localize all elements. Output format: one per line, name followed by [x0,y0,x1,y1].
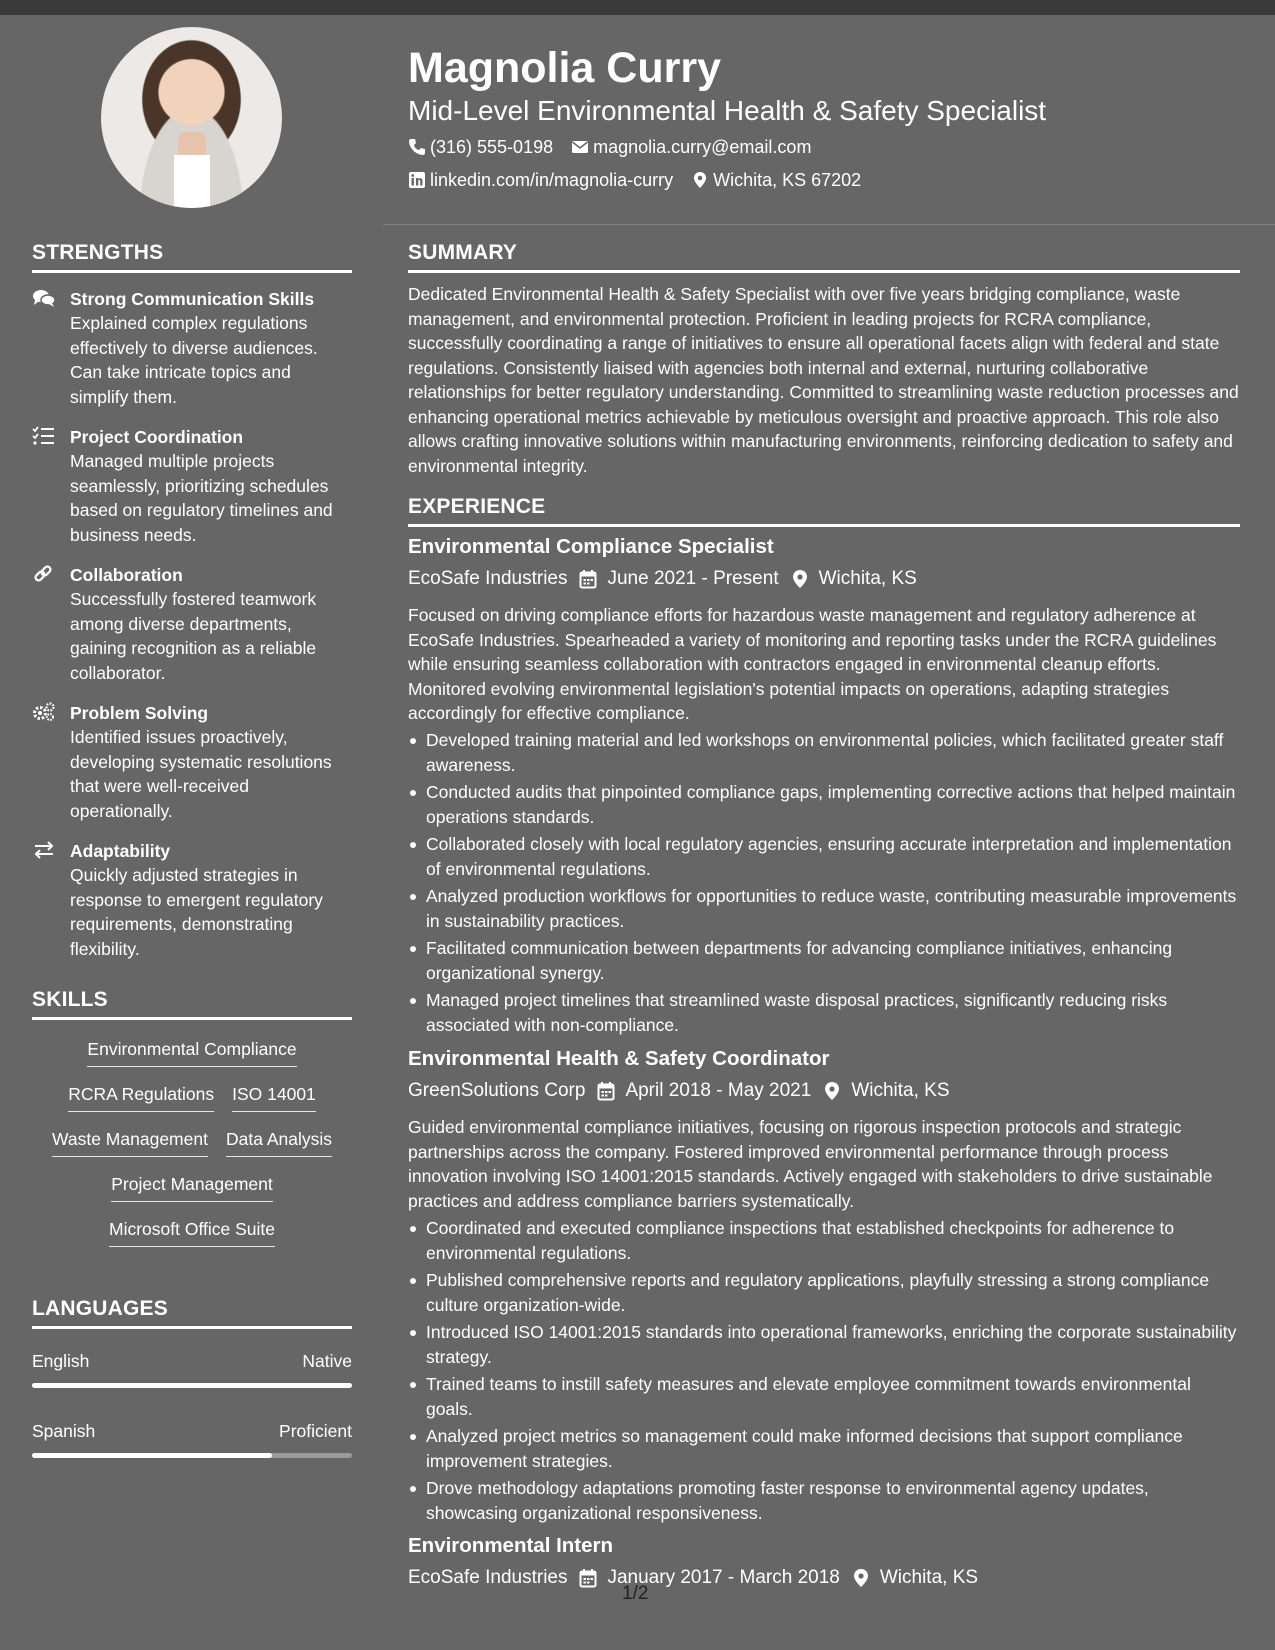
strength-item [32,701,352,823]
job-company: EcoSafe Industries [408,1567,568,1588]
candidate-title: Mid-Level Environmental Health & Safety Specialist [408,95,1047,126]
summary-heading: SUMMARY [408,241,1240,273]
skill-tag: Waste Management [52,1127,208,1157]
phone-icon [408,138,426,156]
strength-item [32,425,352,547]
language-item [32,1419,352,1489]
job-meta [408,1078,950,1104]
calendar-icon [579,569,597,589]
strength-desc: Successfully fostered teamwork among diverse departments, gaining recognition as a reliable collaborator. [70,589,317,683]
bullet-item: Conducted audits that pinpointed compliance gaps, implementing corrective actions that helped maintain operations standards. [408,780,1240,829]
job-company: GreenSolutions Corp [408,1080,586,1101]
contact-row [408,135,811,159]
profile-photo [101,27,282,208]
job-title: Environmental Intern [408,1534,614,1557]
job-title: Environmental Compliance Specialist [408,535,774,558]
skill-tag: ISO 14001 [232,1082,316,1112]
job-location: Wichita, KS [851,1080,950,1101]
job-location: Wichita, KS [879,1567,979,1588]
top-bar [0,0,1275,15]
job-meta [408,566,917,592]
page-number: 1/2 [622,1583,649,1604]
checklist-icon [32,426,56,446]
language-item [32,1349,352,1419]
location-pin-icon [852,1568,870,1588]
location-text: Wichita, KS 67202 [713,170,862,190]
languages-list [32,1349,352,1489]
strength-title: Adaptability [70,841,171,861]
bullet-item: Introduced ISO 14001:2015 standards into operational frameworks, enriching the corporate sustainability strategy. [408,1320,1240,1369]
phone-link[interactable]: (316) 555-0198 [430,137,554,157]
linkedin-icon [408,171,426,189]
language-proficiency-bar [32,1383,352,1388]
skill-tag: RCRA Regulations [68,1082,214,1112]
skill-row [32,1127,352,1172]
skill-row [32,1217,352,1262]
skill-tag: Environmental Compliance [87,1037,296,1067]
linkedin-link[interactable]: linkedin.com/in/magnolia-curry [430,170,674,190]
header-divider [383,224,1275,225]
bullet-item: Collaborated closely with local regulatory agencies, ensuring accurate interpretation and implementation of environmental regulations. [408,832,1240,881]
language-name: Spanish [32,1421,96,1441]
skill-tag: Project Management [111,1172,272,1202]
job-description: Focused on driving compliance efforts for hazardous waste management and regulatory adherence at EcoSafe Industries. Spearheaded a variety of monitoring and reporting tasks under the RCRA guidelines while ensuring seamless collaboration with contractors engaged in environmental cleanup efforts. Monitored evolving environmental legislation's potential impacts on operations, adapting strategies accordingly for effective compliance. [408,605,1217,723]
job-dates: June 2021 - Present [607,568,779,589]
bullet-item: Published comprehensive reports and regulatory applications, playfully stressing a strong compliance culture organization-wide. [408,1268,1240,1317]
strength-item [32,287,352,409]
calendar-icon [579,1568,597,1588]
strength-desc: Explained complex regulations effectively to diverse audiences. Can take intricate topics and simplify them. [70,313,318,407]
strength-title: Project Coordination [70,427,244,447]
bullet-item: Developed training material and led workshops on environmental policies, which facilitated greater staff awareness. [408,728,1240,777]
experience-heading: EXPERIENCE [408,495,1240,527]
skills-list [32,1037,352,1262]
link-icon [32,564,56,584]
resume-page [0,15,1275,1650]
bullet-item: Analyzed project metrics so management could make informed decisions that support compliance improvement strategies. [408,1424,1240,1473]
skill-row [32,1082,352,1127]
job-dates: January 2017 - March 2018 [607,1567,840,1588]
chat-bubbles-icon [32,288,56,308]
bullet-item: Facilitated communication between departments for advancing compliance initiatives, enhancing organizational synergy. [408,936,1240,985]
candidate-name: Magnolia Curry [408,44,721,92]
bullet-item: Drove methodology adaptations promoting faster response to environmental agency updates, showcasing organizational responsiveness. [408,1476,1240,1525]
bullet-item: Managed project timelines that streamlined waste disposal practices, significantly reducing risks associated with non-compliance. [408,988,1240,1037]
job-company: EcoSafe Industries [408,568,568,589]
language-proficiency-bar [32,1453,352,1458]
job-bullets [408,1216,1240,1528]
skill-tag: Microsoft Office Suite [109,1217,275,1247]
contact-row [408,168,861,192]
summary-text: Dedicated Environmental Health & Safety Specialist with over five years bridging compliance, waste management, and environmental protection. Proficient in leading projects for RCRA compliance, successfully coordinating a range of initiatives to ensure all operational facets align with federal and state regulations. Consistently liaised with agencies both internal and external, nurturing collaborative relationships for better regulatory understanding. Committed to streamlining waste reduction processes and enhancing operational metrics achievable by meticulous oversight and proactive approach. This role also allows crafting innovative solutions within manufacturing environments, reinforcing dedication to safety and environmental integrity. [408,284,1239,476]
job-dates: April 2018 - May 2021 [625,1080,812,1101]
strength-title: Collaboration [70,565,183,585]
language-name: English [32,1351,90,1371]
strength-desc: Managed multiple projects seamlessly, prioritizing schedules based on regulatory timelines and business needs. [70,451,333,545]
email-link[interactable]: magnolia.curry@email.com [593,137,812,157]
strength-desc: Identified issues proactively, developing systematic resolutions that were well-received operationally. [70,727,332,821]
location-pin-icon [823,1081,841,1101]
gears-icon [32,702,56,722]
language-proficiency-fill [32,1383,352,1388]
language-level: Native [302,1351,352,1371]
job-description: Guided environmental compliance initiatives, focusing on rigorous inspection protocols and strategic partnerships across the company. Fostered improved environmental performance through process innovation involving ISO 14001:2015 standards. Actively engaged with stakeholders to drive sustainable practices and address compliance barriers systematically. [408,1117,1213,1211]
strengths-list [32,287,352,977]
job-bullets [408,728,1240,1040]
language-proficiency-fill [32,1453,272,1458]
job-meta [408,1565,978,1591]
language-level: Proficient [279,1421,352,1441]
swap-arrows-icon [32,840,56,860]
calendar-icon [597,1081,615,1101]
job-title: Environmental Health & Safety Coordinator [408,1047,830,1070]
job-location: Wichita, KS [818,568,917,589]
strengths-heading: STRENGTHS [32,241,352,273]
email-icon [571,138,589,156]
bullet-item: Trained teams to instill safety measures and elevate employee commitment towards environmental goals. [408,1372,1240,1421]
bullet-item: Coordinated and executed compliance inspections that established checkpoints for adherence to environmental regulations. [408,1216,1240,1265]
skill-row [32,1037,352,1082]
strength-title: Problem Solving [70,703,209,723]
strength-title: Strong Communication Skills [70,289,315,309]
strength-item [32,563,352,685]
languages-heading: LANGUAGES [32,1297,352,1329]
skills-heading: SKILLS [32,988,352,1020]
bullet-item: Analyzed production workflows for opportunities to reduce waste, contributing measurable improvements in sustainability practices. [408,884,1240,933]
strength-desc: Quickly adjusted strategies in response to emergent regulatory requirements, demonstrating flexibility. [70,865,323,959]
skill-tag: Data Analysis [226,1127,332,1157]
location-pin-icon [791,569,809,589]
strength-item [32,839,352,961]
location-pin-icon [691,171,709,189]
skill-row [32,1172,352,1217]
